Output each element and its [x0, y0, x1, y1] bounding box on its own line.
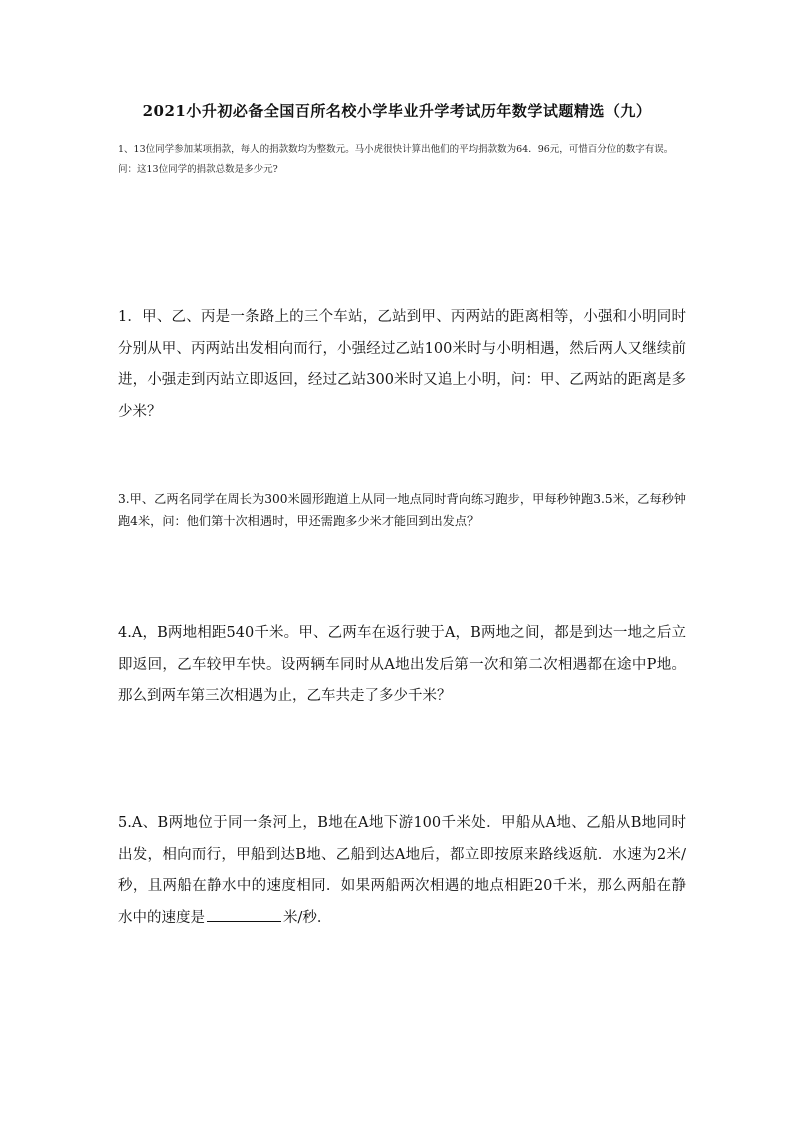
- question-5: [118, 808, 686, 934]
- question-3: 3.甲、乙两名同学在周长为300米圆形跑道上从同一地点同时背向练习跑步，甲每秒钟跑3.5米，乙每秒钟跑4米，问：他们第十次相遇时，甲还需跑多少米才能回到出发点？: [118, 492, 686, 528]
- answer-blank[interactable]: [207, 907, 281, 922]
- page-title: 2021小升初必备全国百所名校小学毕业升学考试历年数学试题精选（九）: [142, 102, 652, 120]
- question-5-unit: 米/秒．: [283, 909, 332, 926]
- question-5-text: 5.A、B两地位于同一条河上，B地在A地下游100千米处．甲船从A地、乙船从B地同时出发，相向而行，甲船到达B地、乙船到达A地后，都立即按原来路线返航．水速为2米/秒，且两船在静水中的速度相同．如果两船两次相遇的地点相距20千米，那么两船在静水中的速度是: [118, 815, 686, 926]
- question-intro: 1、13位同学参加某项捐款，每人的捐款数均为整数元。马小虎很快计算出他们的平均捐款数为64．96元，可惜百分位的数字有误。问：这13位同学的捐款总数是多少元?: [118, 144, 674, 175]
- question-4: 4.A，B两地相距540千米。甲、乙两车在返行驶于A，B两地之间，都是到达一地之后立即返回，乙车较甲车快。设两辆车同时从A地出发后第一次和第二次相遇都在途中P地。那么到两车第三次相遇为止，乙车共走了多少千米？: [118, 625, 686, 704]
- question-1: 1．甲、乙、丙是一条路上的三个车站，乙站到甲、丙两站的距离相等，小强和小明同时分别从甲、丙两站出发相向而行，小强经过乙站100米时与小明相遇，然后两人又继续前进，小强走到丙站立即返回，经过乙站300米时又追上小明，问：甲、乙两站的距离是多少米？: [118, 309, 686, 420]
